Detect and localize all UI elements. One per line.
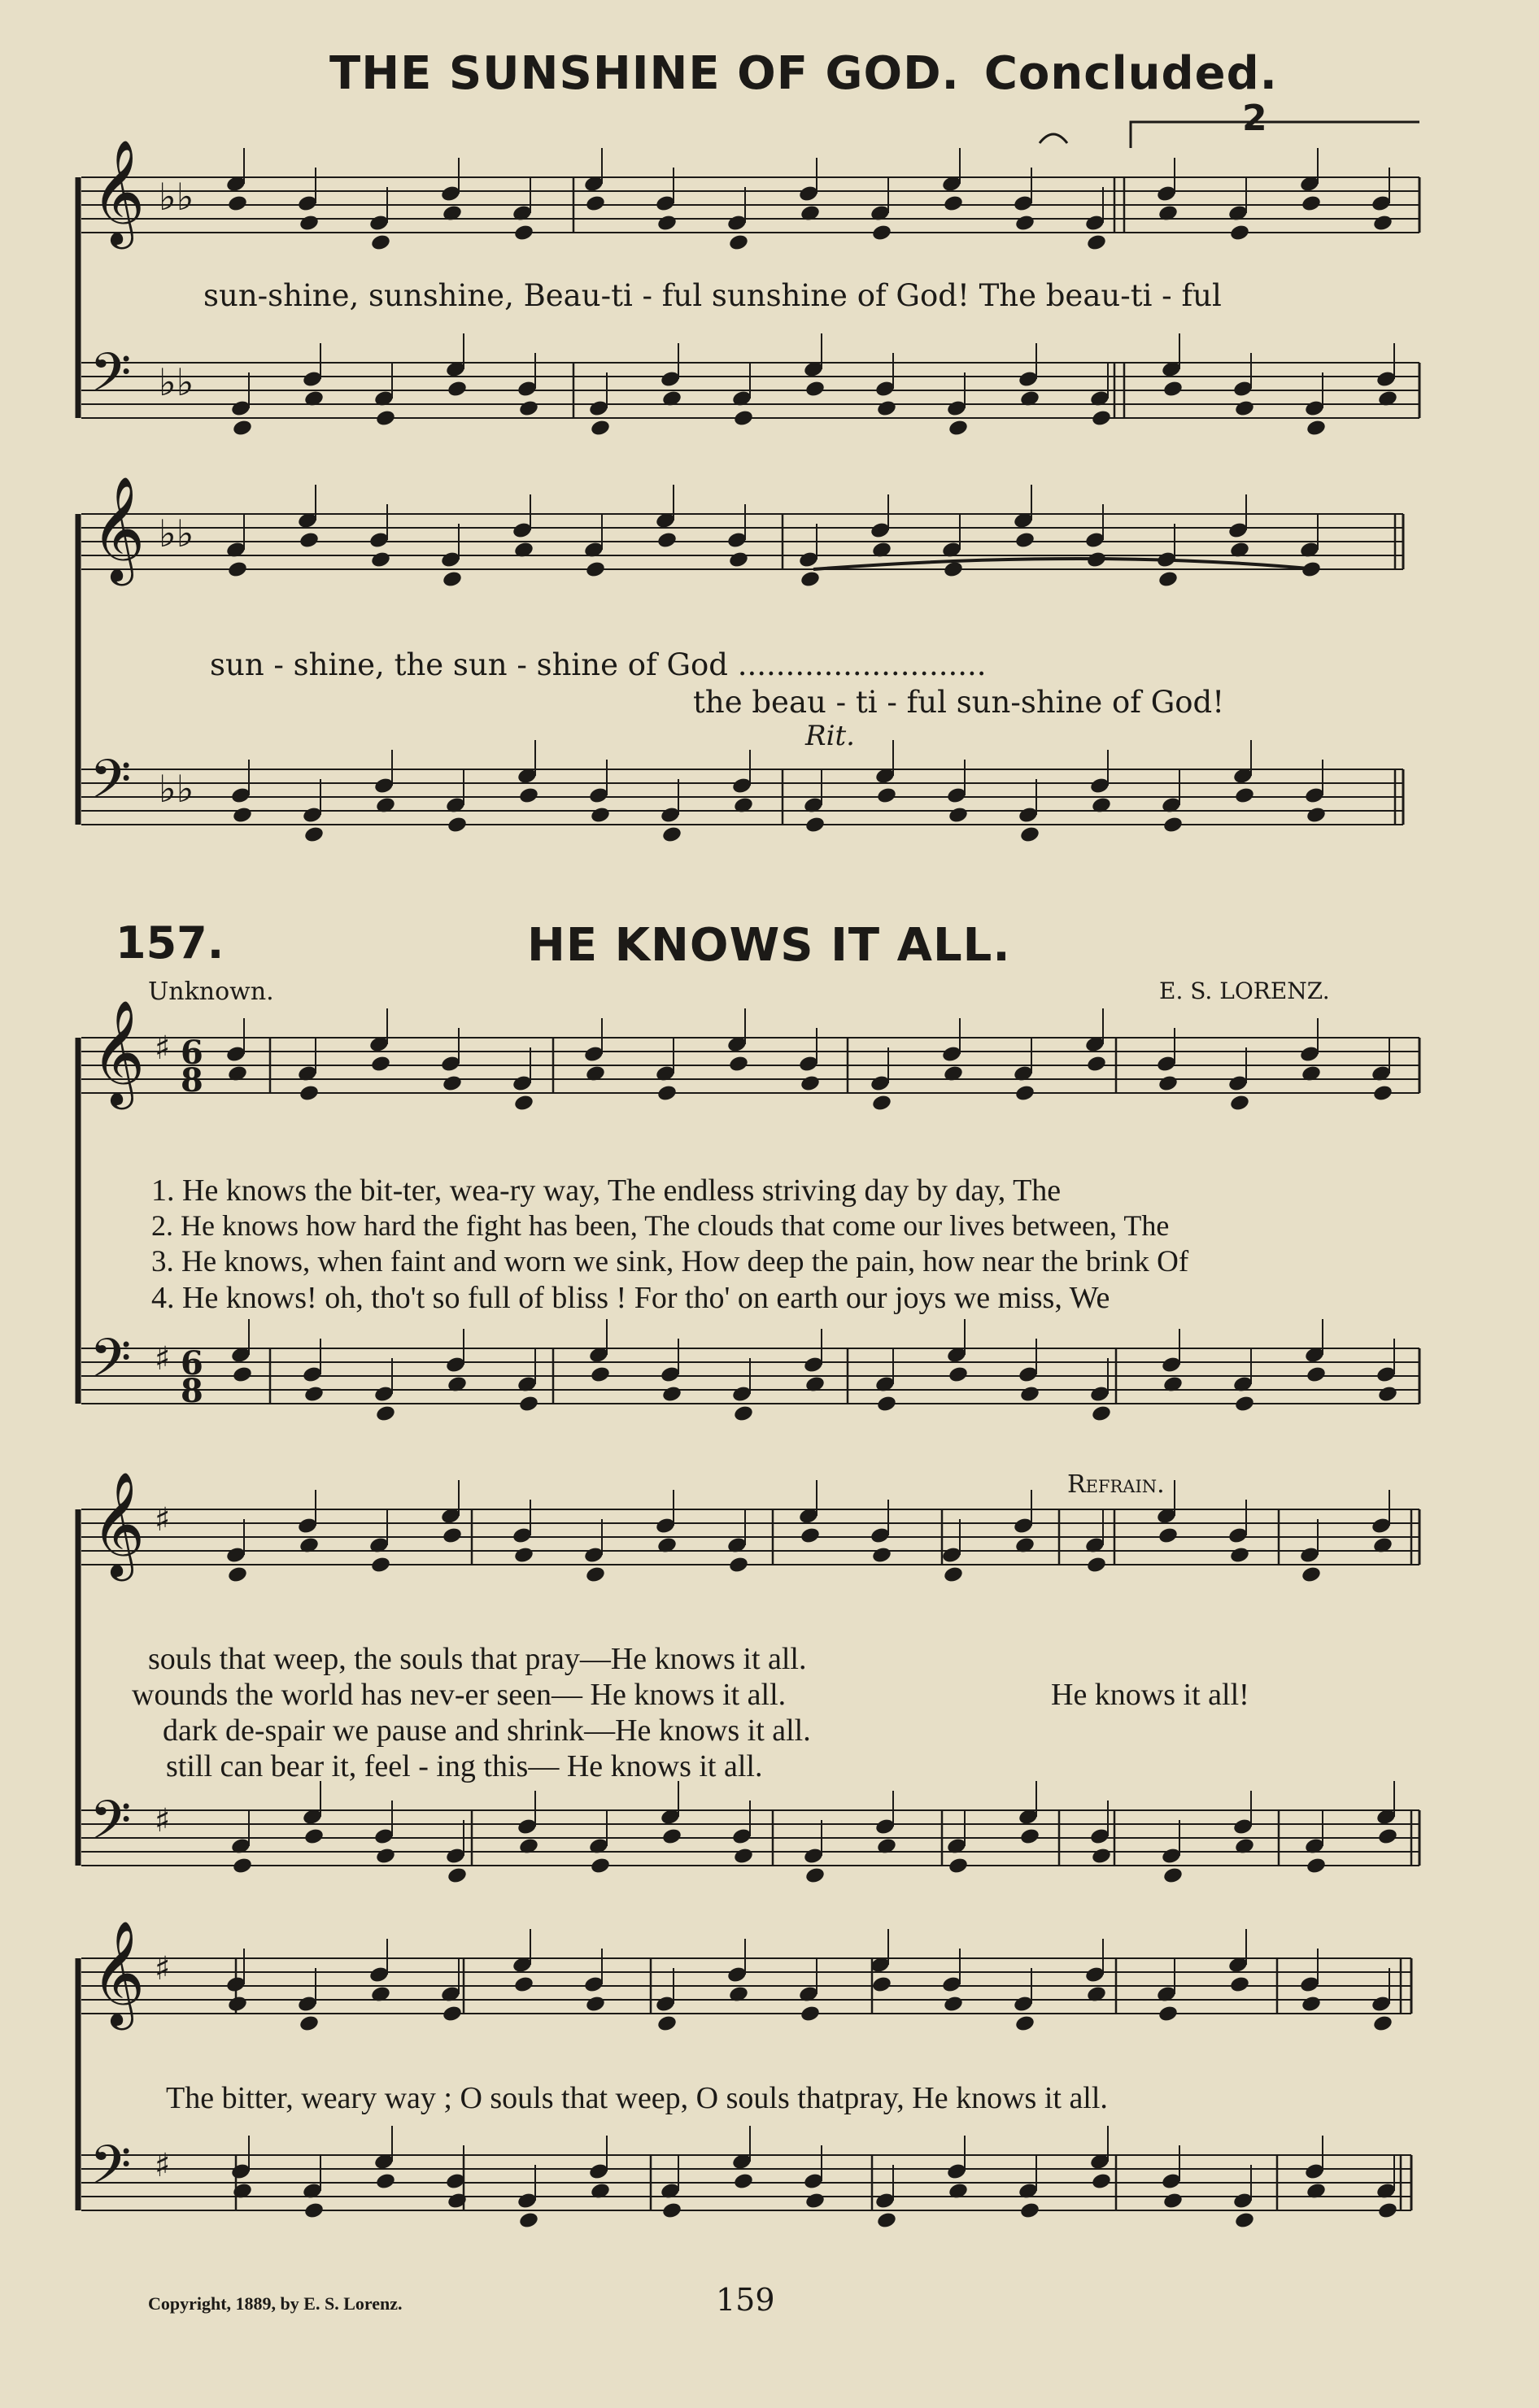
bass-4-note: [375, 2172, 396, 2191]
bass-1-note: [518, 786, 539, 805]
treble-4-note: [1372, 2014, 1393, 2033]
treble-4-note: [299, 2014, 320, 2033]
bass-2-note: [661, 1385, 682, 1404]
verse-2-line: 2. He knows how hard the fight has been, The clouds that come our lives between, The: [151, 1209, 1170, 1242]
treble-3-note: [1301, 1565, 1322, 1584]
bass-2-note: [733, 1404, 754, 1423]
bass-clef-icon: 𝄢: [89, 748, 132, 824]
bass-3-note: [447, 1866, 468, 1885]
hymn-title: HE KNOWS IT ALL.: [527, 919, 1011, 972]
sharp-icon: ♯: [155, 1340, 171, 1378]
bass-2-note: [375, 1404, 396, 1423]
verse-2-ending: wounds the world has nev-er seen— He knows it all.: [132, 1678, 787, 1712]
treble-clef-icon: 𝄞: [91, 139, 146, 245]
verse-1-line: 1. He knows the bit-ter, wea-ry way, The endless striving day by day, The: [151, 1174, 1062, 1208]
bass-0-note: [375, 409, 396, 428]
bass-1-note: [1019, 825, 1040, 844]
treble-0-note: [1086, 233, 1107, 252]
composer-credit: E. S. LORENZ.: [1159, 978, 1330, 1004]
treble-3-note: [1158, 1526, 1179, 1545]
bass-0-note: [1306, 419, 1327, 438]
bass-0-note: [1234, 399, 1255, 418]
bass-0-note: [948, 419, 969, 438]
bass-3-note: [303, 1827, 325, 1846]
bass-3-note: [661, 1827, 682, 1846]
sharp-icon: ♯: [155, 2147, 171, 2184]
treble-0-note: [1014, 214, 1035, 233]
bass-3-note: [733, 1847, 754, 1866]
treble-4-note: [1158, 2005, 1179, 2023]
treble-3-note: [585, 1565, 606, 1584]
bass-0-note: [590, 419, 611, 438]
verse-3-line: 3. He knows, when faint and worn we sink, How deep the pain, how near the brink Of: [151, 1245, 1189, 1278]
treble-0-note: [585, 194, 606, 213]
bass-4-note: [1234, 2211, 1255, 2230]
treble-3-note: [1229, 1546, 1250, 1565]
bass-4-note: [1377, 2201, 1398, 2220]
bass-1-note: [876, 786, 897, 805]
treble-2-note: [513, 1094, 534, 1113]
bass-4-note: [876, 2211, 897, 2230]
bass-2-note: [590, 1365, 611, 1384]
bass-1-note: [661, 825, 682, 844]
treble-0-note: [871, 224, 892, 242]
refrain-echo: He knows it all!: [1051, 1678, 1249, 1712]
bass-3-note: [948, 1857, 969, 1875]
treble-2-note: [1372, 1084, 1393, 1103]
time-sig-bottom: 8: [181, 1372, 203, 1410]
sharp-icon: ♯: [155, 1802, 171, 1840]
treble-4-note: [513, 1975, 534, 1994]
page-number: 159: [716, 2282, 775, 2318]
bass-0-note: [804, 380, 826, 398]
bass-2-note: [303, 1385, 325, 1404]
treble-0-note: [1372, 214, 1393, 233]
bass-clef-icon: 𝄢: [89, 1327, 132, 1403]
bass-4-note: [303, 2201, 325, 2220]
treble-3-note: [227, 1565, 248, 1584]
flat-icon: ♭♭: [159, 767, 194, 811]
bass-3-note: [375, 1847, 396, 1866]
bass-3-note: [1019, 1827, 1040, 1846]
hymn-number: 157.: [116, 917, 225, 969]
bass-4-note: [518, 2211, 539, 2230]
copyright-notice: Copyright, 1889, by E. S. Lorenz.: [148, 2293, 403, 2314]
bass-3-note: [1091, 1847, 1112, 1866]
bass-2-note: [1234, 1395, 1255, 1413]
treble-1-note: [1014, 531, 1035, 550]
bass-0-note: [1162, 380, 1184, 398]
flat-icon: ♭♭: [159, 360, 194, 404]
treble-4-note: [1301, 1995, 1322, 2014]
bass-2-note: [948, 1365, 969, 1384]
treble-clef-icon: 𝄞: [91, 999, 146, 1105]
treble-0-note: [943, 194, 964, 213]
bass-0-note: [876, 399, 897, 418]
treble-2-note: [442, 1074, 463, 1093]
bass-4-note: [1162, 2192, 1184, 2210]
bass-1-note: [1306, 806, 1327, 825]
bass-clef-icon: 𝄢: [89, 2134, 132, 2210]
bass-1-note: [232, 806, 253, 825]
treble-4-note: [1014, 2014, 1035, 2033]
time-sig-top: 6: [181, 1344, 203, 1383]
treble-2-note: [1086, 1055, 1107, 1073]
bass-1-note: [948, 806, 969, 825]
treble-3-note: [1086, 1556, 1107, 1574]
bass-1-note: [1162, 816, 1184, 834]
treble-0-note: [370, 233, 391, 252]
verse-4-ending: still can bear it, feel - ing this— He knows it all.: [166, 1749, 763, 1783]
bass-3-note: [590, 1857, 611, 1875]
treble-clef-icon: 𝄞: [91, 476, 146, 581]
bass-1-note: [1234, 786, 1255, 805]
tie-slur: [813, 559, 1318, 569]
sharp-icon: ♯: [155, 1950, 171, 1988]
treble-3-note: [800, 1526, 821, 1545]
treble-1-note: [442, 570, 463, 589]
treble-4-note: [227, 1995, 248, 2014]
treble-2-note: [1158, 1074, 1179, 1093]
bass-1-note: [804, 816, 826, 834]
treble-3-note: [442, 1526, 463, 1545]
flat-icon: ♭♭: [159, 175, 194, 219]
second-ending-number: 2: [1242, 98, 1267, 139]
bass-3-note: [804, 1866, 826, 1885]
second-ending-bracket: [1131, 122, 1419, 148]
bass-3-note: [1377, 1827, 1398, 1846]
treble-3-note: [728, 1556, 749, 1574]
treble-2-note: [1229, 1094, 1250, 1113]
bass-0-note: [447, 380, 468, 398]
treble-2-note: [871, 1094, 892, 1113]
sharp-icon: ♯: [155, 1030, 171, 1067]
bass-0-note: [232, 419, 253, 438]
bass-0-note: [1091, 409, 1112, 428]
treble-4-note: [943, 1995, 964, 2014]
bass-2-note: [518, 1395, 539, 1413]
treble-4-note: [800, 2005, 821, 2023]
bass-2-note: [232, 1365, 253, 1384]
continued-subtitle: Concluded.: [983, 47, 1278, 100]
treble-2-note: [800, 1074, 821, 1093]
treble-0-note: [728, 233, 749, 252]
bass-4-note: [1091, 2172, 1112, 2191]
lyricist-credit: Unknown.: [148, 978, 274, 1006]
continued-title-text: THE SUNSHINE OF GOD.: [329, 47, 960, 100]
bass-2-note: [1306, 1365, 1327, 1384]
bass-1-note: [447, 816, 468, 834]
bass-1-note: [590, 806, 611, 825]
bass-2-note: [1377, 1385, 1398, 1404]
treble-3-note: [513, 1546, 534, 1565]
treble-1-note: [656, 531, 678, 550]
treble-1-note: [585, 560, 606, 579]
treble-4-note: [442, 2005, 463, 2023]
verse-4-line: 4. He knows! oh, tho't so full of bliss ! For tho' on earth our joys we miss, We: [151, 1281, 1110, 1315]
treble-4-note: [585, 1995, 606, 2014]
fermata-icon: [1040, 134, 1067, 143]
bass-clef-icon: 𝄢: [89, 342, 132, 417]
treble-2-note: [728, 1055, 749, 1073]
treble-1-note: [1158, 570, 1179, 589]
bass-1-note: [303, 825, 325, 844]
treble-2-note: [370, 1055, 391, 1073]
bass-4-note: [661, 2201, 682, 2220]
refrain-lyric: The bitter, weary way ; O souls that weep, O souls thatpray, He knows it all.: [166, 2081, 1108, 2115]
treble-0-note: [227, 194, 248, 213]
treble-clef-icon: 𝄞: [91, 1471, 146, 1577]
verse-1-ending: souls that weep, the souls that pray—He knows it all.: [148, 1642, 807, 1676]
treble-1-note: [800, 570, 821, 589]
continued-lyric-line-3: the beau - ti - ful sun-shine of God!: [693, 685, 1225, 720]
treble-1-note: [728, 551, 749, 569]
continued-lyric-line-1: sun-shine, sunshine, Beau-ti - ful sunshine of God! The beau-ti - ful: [203, 278, 1222, 313]
ritardando-mark: Rit.: [805, 720, 855, 752]
treble-0-note: [1229, 224, 1250, 242]
bass-3-note: [232, 1857, 253, 1875]
treble-1-note: [299, 531, 320, 550]
bass-2-note: [876, 1395, 897, 1413]
treble-clef-icon: 𝄞: [91, 1920, 146, 2026]
bass-0-note: [518, 399, 539, 418]
bass-2-note: [1019, 1385, 1040, 1404]
flat-icon: ♭♭: [159, 512, 194, 555]
time-sig-top: 6: [181, 1034, 203, 1072]
time-sig-bottom: 8: [181, 1061, 203, 1099]
bass-clef-icon: 𝄢: [89, 1789, 132, 1865]
treble-1-note: [370, 551, 391, 569]
treble-2-note: [299, 1084, 320, 1103]
continued-lyric-line-2: sun - shine, the sun - shine of God ..........................: [210, 647, 987, 682]
treble-2-note: [656, 1084, 678, 1103]
treble-3-note: [871, 1546, 892, 1565]
treble-0-note: [656, 214, 678, 233]
bass-4-note: [1019, 2201, 1040, 2220]
treble-3-note: [943, 1565, 964, 1584]
treble-0-note: [299, 214, 320, 233]
bass-4-note: [804, 2192, 826, 2210]
sharp-icon: ♯: [155, 1501, 171, 1539]
treble-0-note: [513, 224, 534, 242]
bass-4-note: [733, 2172, 754, 2191]
treble-3-note: [370, 1556, 391, 1574]
refrain-label: Refrain.: [1067, 1470, 1165, 1499]
bass-2-note: [1091, 1404, 1112, 1423]
bass-0-note: [733, 409, 754, 428]
verse-3-ending: dark de-spair we pause and shrink—He knows it all.: [163, 1713, 811, 1748]
bass-3-note: [1306, 1857, 1327, 1875]
treble-4-note: [656, 2014, 678, 2033]
treble-1-note: [227, 560, 248, 579]
treble-2-note: [1014, 1084, 1035, 1103]
treble-4-note: [871, 1975, 892, 1994]
treble-4-note: [1229, 1975, 1250, 1994]
treble-0-note: [1301, 194, 1322, 213]
bass-3-note: [1162, 1866, 1184, 1885]
